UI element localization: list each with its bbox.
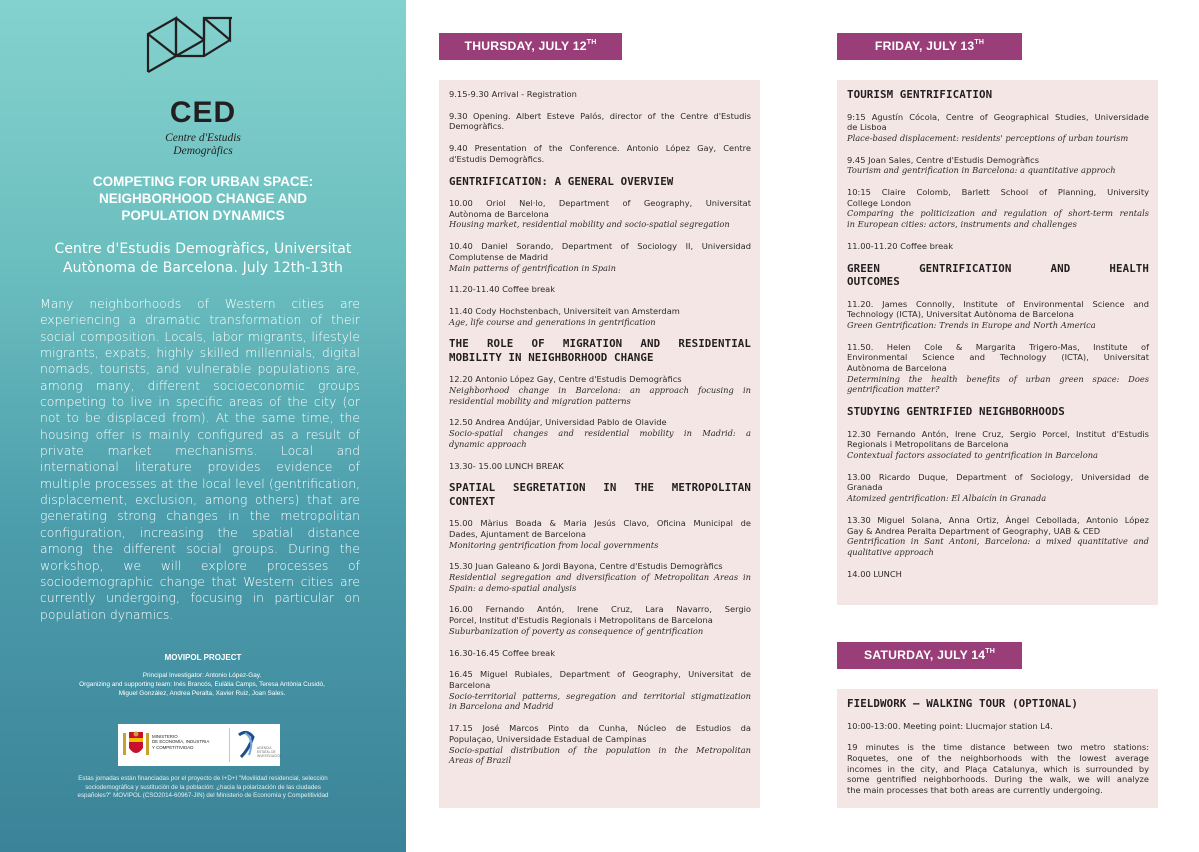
program-entry: 12.20 Antonio López Gay, Centre d'Estudis Demogràfics Neighborhood change in Barcelona: an approach focusing in residential mobility and migration patterns (449, 374, 751, 406)
friday-header: FRIDAY, JULY 13TH (837, 33, 1022, 60)
program-entry: 15.00 Màrius Boada & Maria Jesús Clavo, Oficina Municipal de Dades, Ajuntament de Barcelona Monitoring gentrification from local governments (449, 518, 751, 550)
program-entry: 10.40 Daniel Sorando, Department of Sociology II, Universidad Complutense de Madrid Main patterns of gentrification in Spain (449, 241, 751, 273)
program-entry: 16.00 Fernando Antón, Irene Cruz, Lara Navarro, Sergio Porcel, Institut d'Estudis Regionals i Metropolitans de Barcelona Suburbanization of poverty as consequence of gentrification (449, 604, 751, 636)
session-heading: THE ROLE OF MIGRATION AND RESIDENTIAL MOBILITY IN NEIGHBORHOOD CHANGE (449, 337, 751, 364)
program-entry: 9.30 Opening. Albert Esteve Palós, director of the Centre d'Estudis Demogràfics. (449, 110, 751, 132)
project-title: MOVIPOL PROJECT (164, 653, 242, 662)
program-entry: 9.40 Presentation of the Conference. Antonio López Gay, Centre d'Estudis Demogràfics. (449, 143, 751, 164)
session-heading: SPATIAL SEGRETATION IN THE METROPOLITAN CONTEXT (449, 481, 751, 508)
saturday-header: SATURDAY, JULY 14TH (837, 642, 1022, 669)
agency-emblem-icon (235, 729, 257, 761)
thursday-program (439, 80, 760, 808)
agency-text: AGENCIA ESTATAL DE INVESTIGACIÓN (257, 746, 282, 758)
session-heading: TOURISM GENTRIFICATION (847, 88, 993, 101)
program-entry: 11.50. Helen Cole & Margarita Trigero-Mas, Institute of Environmental Science and Technology (ICTA), Universitat Autònoma de Barcelona Determining the health benefits of urban green space: Does gentrification matter? (847, 341, 1149, 395)
program-entry: 11.20. James Connolly, Institute of Environmental Science and Technology (ICTA), Universitat Autònoma de Barcelona Green Gentrification: Trends in Europe and North America (847, 298, 1149, 330)
left-panel (0, 0, 406, 852)
program-entry: 13.30 Miguel Solana, Anna Ortiz, Àngel Cebollada, Antonio López Gay & Andrea Peralta Department of Geography, UAB & CED Gentrification in Sant Antoni, Barcelona: a mixed quantitative and qualitative approach (847, 514, 1149, 557)
program-entry: 10.00 Oriol Nel·lo, Department of Geography, Universitat Autònoma de Barcelona Housing market, residential mobility and socio-spatial segregation (449, 198, 751, 230)
program-entry: 9.45 Joan Sales, Centre d'Estudis Demogràfics Tourism and gentrification in Barcelona: a quantitative approch (847, 154, 1116, 176)
intro-paragraph: Many neighborhoods of Western cities are experiencing a dramatic transformation of their social composition. Locals, labor migrants, lifestyle migrants, expats, highly skilled millennials, digital nomads, tourists, and vulnerable populations are, among many, different socioeconomic groups competing to live in specific areas of the city (or not to be displaced from). At the same time, the housing offer is mainly configured as a result of private market mechanisms. Local and international literature provides evidence of multiple processes at the local level (gentrification, displacement, exclusion, among others) that are generating strong changes in the metropolitan configuration, increasing the spatial distance among the different social groups. During the workshop, we will explore processes of sociodemographic change that Western cities are currently undergoing, focusing in particular on population dynamics. (40, 296, 360, 622)
friday-program (837, 80, 1158, 605)
thursday-header: THURSDAY, JULY 12TH (439, 33, 622, 60)
sponsor-logos (118, 724, 280, 766)
agency-logo (232, 726, 282, 764)
program-entry: 11.20-11.40 Coffee break (449, 284, 556, 295)
funding-note: Estas jornadas están financiadas por el proyecto de I+D+I "Movilidad residencial, selección sociodemográfica y sustitución de la población: ¿hacia la polarización de las ciudades españoles?" MOVIPOL (CSO2014-60967-JIN) del Ministerio de Economía y Competitividad (77, 775, 329, 800)
program-entry: 9:15 Agustín Cócola, Centre of Geographical Studies, Universidade de Lisboa Place-based displacement: residents' perceptions of urban tourism (847, 111, 1149, 143)
program-entry: 17.15 José Marcos Pinto da Cunha, Núcleo de Estudios da Populaçao, Universidade Estadual de Campinas Socio-spatial distribution of the population in the Metropolitan Areas of Brazil (449, 723, 751, 766)
session-heading: GENTRIFICATION: A GENERAL OVERVIEW (449, 174, 674, 188)
ministry-logo (120, 726, 228, 764)
program-entry: 11.40 Cody Hochstenbach, Universiteit van Amsterdam Age, life course and generations in gentrification (449, 305, 680, 327)
program-entry: 10:15 Claire Colomb, Barlett School of Planning, University College London Comparing the politicization and regulation of short-term rentals in European cities: actors, instruments and challenges (847, 187, 1149, 230)
program-entry: 10:00-13:00. Meeting point: Llucmajor station L4. (847, 720, 1053, 731)
session-heading: GREEN GENTRIFICATION AND HEALTH OUTCOMES (847, 261, 1149, 289)
spain-coat-of-arms-icon (123, 730, 149, 760)
program-entry: 19 minutes is the time distance between two metro stations: Roquetes, one of the neighborhoods with the lowest average incomes in the city, and Plaça Catalunya, which is surrounded by some gentrified neighborhoods. During the walk, we will analyze the main processes that both areas are currently undergoing. (847, 742, 1149, 796)
program-entry: 9.15-9.30 Arrival - Registration (449, 89, 577, 99)
conference-title: COMPETING FOR URBAN SPACE: NEIGHBORHOOD CHANGE AND POPULATION DYNAMICS (92, 174, 314, 223)
program-entry: 16.30-16.45 Coffee break (449, 647, 556, 658)
conference-venue: Centre d'Estudis Demogràfics, Universitat Autònoma de Barcelona. July 12th-13th (54, 241, 352, 276)
program-entry: 13.30- 15.00 LUNCH BREAK (449, 460, 564, 471)
ministry-text: MINISTERIO DE ECONOMÍA, INDUSTRIA Y COMPETITIVIDAD (152, 734, 210, 750)
project-credits: Principal Investigator: Antonio López-Gay. Organizing and supporting team: Inés Brancós, Eulàlia Camps, Teresa Antònia Cusidó, Miguel González, Andrea Peralta, Xavier Ruiz, Joan Sales. (79, 672, 325, 697)
program-entry: 13.00 Ricardo Duque, Department of Sociology, Universidad de Granada Atomized gentrification: El Albaicín in Granada (847, 471, 1149, 504)
program-entry: 15.30 Juan Galeano & Jordi Bayona, Centre d'Estudis Demogràfics Residential segregation and diversification of Metropolitan Areas in Spain: a demo-spatial analysis (449, 561, 751, 593)
logo-divider (229, 728, 230, 762)
program-entry: 11.00-11.20 Coffee break (847, 240, 954, 251)
ced-logo-text: CED (169, 96, 237, 129)
ced-logo-subtitle: Centre d'Estudis Demogràfics (165, 132, 241, 157)
program-entry: 12.30 Fernando Antón, Irene Cruz, Sergio Porcel, Institut d'Estudis Regionals i Metropolitans de Barcelona Contextual factors associated to gentrification in Barcelona (847, 428, 1149, 461)
program-entry: 14.00 LUNCH (847, 568, 902, 579)
session-heading: FIELDWORK – WALKING TOUR (OPTIONAL) (847, 697, 1079, 710)
ced-logo-icon (146, 16, 232, 74)
saturday-program (837, 689, 1158, 808)
program-entry: 16.45 Miguel Rubiales, Department of Geography, Universitat de Barcelona Socio-territorial patterns, segregation and territorial stigmatization in Barcelona and Madrid (449, 669, 751, 712)
program-entry: 12.50 Andrea Andújar, Universidad Pablo de Olavide Socio-spatial changes and residential mobility in Madrid: a dynamic approach (449, 417, 751, 449)
session-heading: STUDYING GENTRIFIED NEIGHBORHOODS (847, 405, 1065, 419)
